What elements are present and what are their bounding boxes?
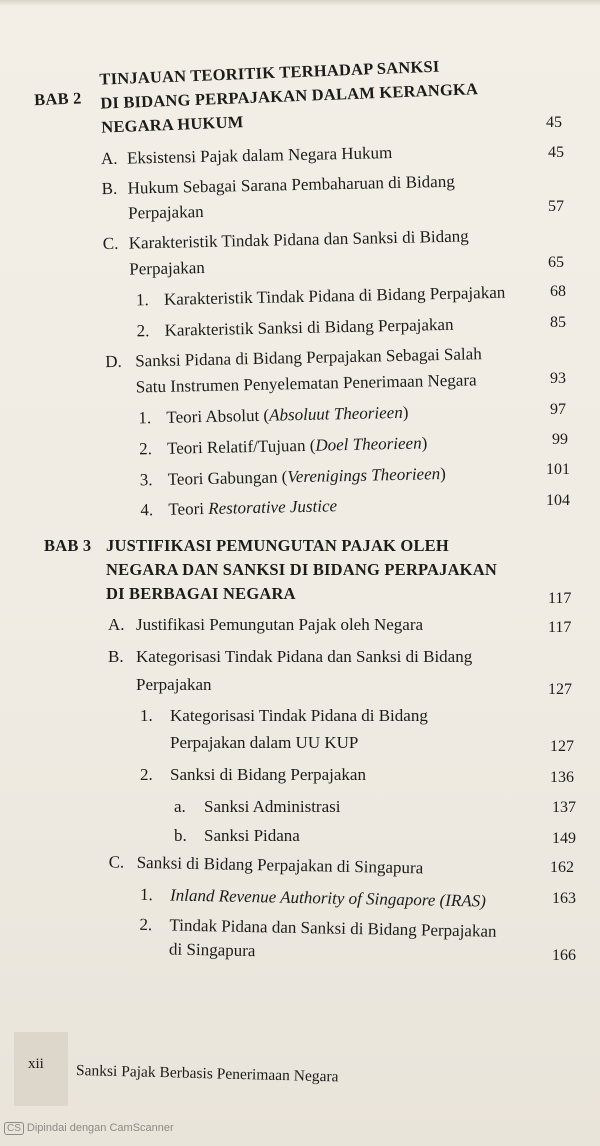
toc-marker: B.	[101, 178, 118, 199]
toc-marker: b.	[174, 826, 187, 845]
toc-entry-cont: Perpajakan	[127, 202, 204, 223]
toc-page-number: 163	[552, 890, 576, 907]
toc-marker: 1.	[140, 706, 153, 725]
toc-page-number: 85	[550, 314, 566, 331]
toc-page-number: 99	[552, 431, 568, 448]
toc-page-number: 136	[550, 769, 574, 786]
toc-entry-cont: di Singapura	[168, 939, 256, 961]
bab2-page: 45	[546, 114, 562, 131]
toc-page-number: 117	[548, 619, 572, 636]
toc-page-number: 166	[552, 947, 576, 964]
toc-entry: Teori Restorative Justice	[168, 496, 338, 519]
toc-entry: Karakteristik Sanksi di Bidang Perpajakan	[164, 314, 454, 340]
toc-entry: Sanksi di Bidang Perpajakan	[170, 765, 366, 784]
toc-entry-cont: Perpajakan	[129, 257, 206, 279]
toc-page-number: 57	[548, 198, 564, 215]
toc-entry-cont: Satu Instrumen Penyelematan Penerimaan Negara	[135, 370, 477, 397]
bab2-label: BAB 2	[33, 88, 82, 110]
toc-page-number: 127	[550, 738, 574, 755]
toc-marker: 1.	[139, 884, 154, 905]
toc-entry-cont: Perpajakan	[136, 675, 212, 694]
toc-marker: 1.	[135, 290, 149, 310]
toc-marker: 2.	[139, 914, 153, 935]
scanner-watermark	[4, 1122, 174, 1135]
toc-entry: Sanksi Pidana	[204, 826, 300, 845]
toc-marker: 2.	[140, 765, 153, 784]
toc-entry-cont: Perpajakan dalam UU KUP	[170, 733, 359, 752]
toc-entry: Sanksi di Bidang Perpajakan di Singapura	[136, 852, 424, 878]
camscanner-logo: CS	[4, 1122, 24, 1135]
bab2-title-line-1: TINJAUAN TEORITIK TERHADAP SANKSI	[99, 56, 440, 89]
toc-marker: C.	[102, 233, 119, 254]
toc-marker: A.	[100, 148, 118, 169]
footer-book-title: Sanksi Pajak Berbasis Penerimaan Negara	[75, 1062, 339, 1086]
toc-marker: 1.	[138, 408, 152, 428]
toc-entry: Eksistensi Pajak dalam Negara Hukum	[126, 143, 393, 168]
toc-page-number: 65	[548, 254, 564, 271]
toc-entry: Inland Revenue Authority of Singapore (IRAS)	[169, 885, 487, 911]
bab3-page: 117	[548, 590, 572, 607]
bab3-title-line-2: NEGARA DAN SANKSI DI BIDANG PERPAJAKAN	[106, 560, 497, 579]
toc-entry: Teori Absolut (Absoluut Theorieen)	[166, 402, 409, 427]
toc-marker: 4.	[140, 500, 154, 520]
toc-page-number: 137	[552, 799, 576, 816]
toc-entry: Kategorisasi Tindak Pidana dan Sanksi di Bidang	[136, 647, 473, 666]
toc-page-number: 93	[550, 370, 566, 387]
toc-entry: Justifikasi Pemungutan Pajak oleh Negara	[136, 615, 424, 634]
bab3-title-line-3: DI BERBAGAI NEGARA	[106, 584, 296, 603]
toc-entry: Kategorisasi Tindak Pidana di Bidang	[170, 706, 428, 725]
bab2-title-line-2: DI BIDANG PERPAJAKAN DALAM KERANGKA	[99, 79, 479, 113]
toc-marker: 3.	[139, 470, 153, 490]
toc-entry: Karakteristik Tindak Pidana dan Sanksi di Bidang	[128, 226, 469, 253]
toc-page-number: 127	[548, 681, 572, 698]
toc-page-number: 68	[550, 283, 566, 300]
scanner-watermark-text: Dipindai dengan CamScanner	[26, 1122, 174, 1134]
toc-marker: D.	[105, 351, 122, 372]
toc-marker: 2.	[136, 321, 150, 341]
toc-marker: a.	[174, 797, 186, 816]
toc-page-number: 45	[548, 144, 564, 161]
toc-entry: Sanksi Pidana di Bidang Perpajakan Sebagai Salah	[135, 344, 482, 371]
footer-page-number: xii	[28, 1056, 44, 1072]
toc-entry: Teori Gabungan (Verenigings Theorieen)	[167, 463, 447, 489]
toc-marker: B.	[108, 647, 124, 666]
bab2-title-line-3: NEGARA HUKUM	[100, 112, 244, 137]
toc-entry: Hukum Sebagai Sarana Pembaharuan di Bidang	[127, 171, 455, 198]
toc-page-number: 149	[552, 830, 576, 847]
bab3-label: BAB 3	[44, 536, 92, 555]
toc-page-number: 101	[546, 461, 570, 478]
toc-entry: Sanksi Administrasi	[204, 797, 341, 816]
toc-marker: C.	[108, 852, 125, 872]
toc-marker: A.	[108, 615, 125, 634]
toc-entry: Tindak Pidana dan Sanksi di Bidang Perpajakan	[169, 915, 497, 941]
toc-page-number: 104	[546, 492, 570, 509]
toc-entry: Teori Relatif/Tujuan (Doel Theorieen)	[166, 433, 428, 458]
toc-page-number: 97	[550, 401, 566, 418]
toc-marker: 2.	[138, 439, 153, 459]
toc-page-number: 162	[550, 859, 574, 876]
toc-entry: Karakteristik Tindak Pidana di Bidang Perpajakan	[163, 282, 506, 309]
bab3-title-line-1: JUSTIFIKASI PEMUNGUTAN PAJAK OLEH	[106, 536, 449, 555]
